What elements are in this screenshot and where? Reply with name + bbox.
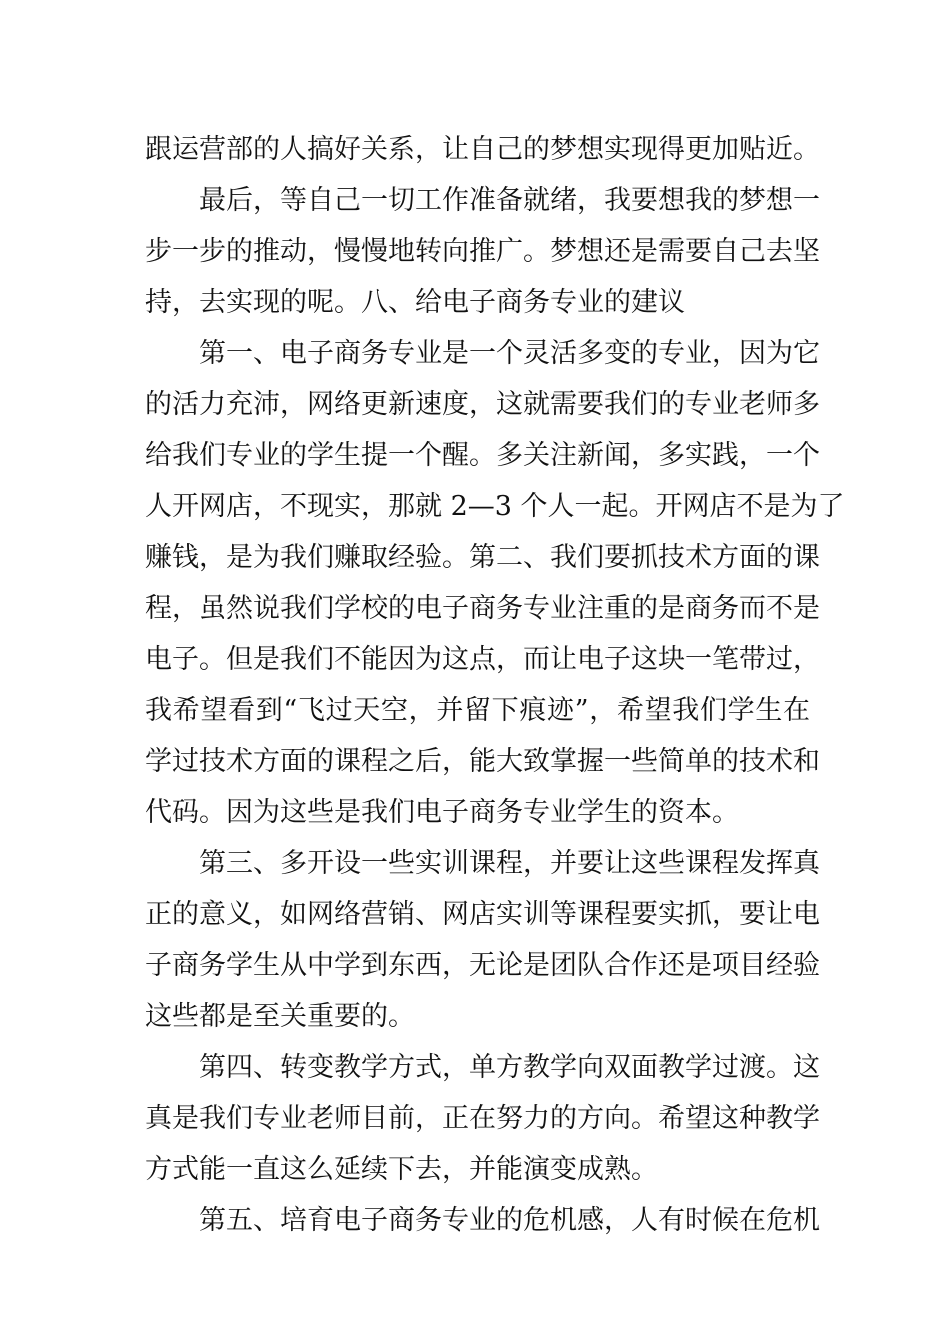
text-line: 人开网店，不现实，那就 2—3 个人一起。开网店不是为了 [145,491,845,522]
text-line: 真是我们专业老师目前，正在努力的方向。希望这种教学 [145,1103,820,1134]
text-line: 给我们专业的学生提一个醒。多关注新闻，多实践，一个 [145,440,820,471]
paragraph-start-line: 第四、转变教学方式，单方教学向双面教学过渡。这 [199,1052,820,1083]
paragraph-start-line: 第五、培育电子商务专业的危机感，人有时候在危机 [199,1205,820,1236]
paragraph-start-line: 第三、多开设一些实训课程，并要让这些课程发挥真 [199,848,820,879]
text-line: 代码。因为这些是我们电子商务专业学生的资本。 [145,797,739,828]
text-line: 程，虽然说我们学校的电子商务专业注重的是商务而不是 [145,593,820,624]
text-line: 正的意义，如网络营销、网店实训等课程要实抓，要让电 [145,899,820,930]
paragraph-start-line: 第一、电子商务专业是一个灵活多变的专业，因为它 [199,338,820,369]
text-line: 我希望看到“飞过天空，并留下痕迹”，希望我们学生在 [145,695,810,726]
text-line: 步一步的推动，慢慢地转向推广。梦想还是需要自己去坚 [145,236,820,267]
text-line: 电子。但是我们不能因为这点，而让电子这块一笔带过， [145,644,820,675]
text-line: 方式能一直这么延续下去，并能演变成熟。 [145,1154,658,1185]
text-line: 子商务学生从中学到东西，无论是团队合作还是项目经验 [145,950,820,981]
text-line: 跟运营部的人搞好关系，让自己的梦想实现得更加贴近。 [145,134,820,165]
text-line: 学过技术方面的课程之后，能大致掌握一些简单的技术和 [145,746,820,777]
body-text [145,124,845,1246]
text-line: 这些都是至关重要的。 [145,1001,415,1032]
text-line: 的活力充沛，网络更新速度，这就需要我们的专业老师多 [145,389,820,420]
paragraph-start-line: 最后，等自己一切工作准备就绪，我要想我的梦想一 [199,185,820,216]
text-line: 赚钱，是为我们赚取经验。第二、我们要抓技术方面的课 [145,542,820,573]
text-line: 持，去实现的呢。八、给电子商务专业的建议 [145,287,685,318]
